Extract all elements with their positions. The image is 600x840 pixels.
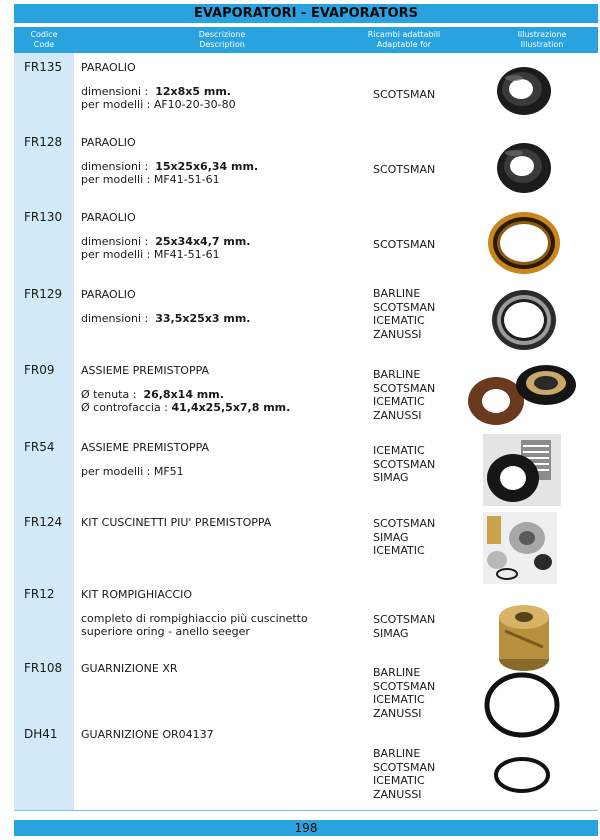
adaptable-list: ICEMATIC SCOTSMAN SIMAG — [373, 444, 436, 485]
header-illustration: Illustrazione Illustration — [517, 30, 567, 49]
adaptable-list: BARLINE SCOTSMAN ICEMATIC ZANUSSI — [373, 287, 436, 341]
table-row — [14, 727, 598, 807]
table-row — [14, 515, 598, 590]
product-description: PARAOLIO dimensioni : 33,5x25x3 mm. — [81, 288, 251, 325]
header-description: Descrizione Description — [198, 30, 246, 49]
product-code: FR12 — [24, 587, 55, 601]
adaptable-list: SCOTSMAN — [373, 238, 436, 251]
product-description: GUARNIZIONE OR04137 — [81, 728, 214, 741]
page-number: 198 — [14, 820, 598, 836]
header-code: Codice Code — [30, 30, 58, 49]
table-row — [14, 440, 598, 515]
bearing-kit-icon — [483, 512, 557, 584]
product-description: GUARNIZIONE XR — [81, 662, 178, 675]
product-code: FR135 — [24, 60, 63, 74]
mechanical-seal-icon — [466, 363, 580, 429]
table-row — [14, 363, 598, 438]
adaptable-list: SCOTSMAN — [373, 88, 436, 101]
adaptable-list: SCOTSMAN SIMAG — [373, 613, 436, 640]
oil-seal-icon — [494, 137, 554, 197]
table-row — [14, 587, 598, 662]
o-ring-small-icon — [492, 755, 552, 795]
product-code: FR130 — [24, 210, 63, 224]
table-header — [14, 27, 598, 53]
adaptable-list: BARLINE SCOTSMAN ICEMATIC ZANUSSI — [373, 747, 436, 801]
table-row — [14, 210, 598, 285]
product-description: KIT CUSCINETTI PIU' PREMISTOPPA — [81, 516, 272, 529]
product-description: ASSIEME PREMISTOPPA per modelli : MF51 — [81, 441, 210, 478]
product-description: PARAOLIO dimensioni : 25x34x4,7 mm. per modelli : MF41-51-61 — [81, 211, 251, 261]
oil-seal-metal-icon — [490, 287, 558, 353]
adaptable-list: SCOTSMAN — [373, 163, 436, 176]
product-code: FR129 — [24, 287, 63, 301]
product-code: FR124 — [24, 515, 63, 529]
adaptable-list: BARLINE SCOTSMAN ICEMATIC ZANUSSI — [373, 666, 436, 720]
table-row — [14, 661, 598, 731]
product-code: FR09 — [24, 363, 55, 377]
page-title: EVAPORATORI - EVAPORATORS — [14, 4, 598, 23]
table-row — [14, 60, 598, 130]
table-row — [14, 135, 598, 205]
adaptable-list: BARLINE SCOTSMAN ICEMATIC ZANUSSI — [373, 368, 436, 422]
product-code: FR128 — [24, 135, 63, 149]
header-adaptable: Ricambi adattabili Adaptable for — [367, 30, 441, 49]
oil-seal-icon — [494, 62, 554, 118]
table-row — [14, 287, 598, 362]
product-code: FR108 — [24, 661, 63, 675]
oil-seal-gold-icon — [486, 210, 562, 276]
product-description: PARAOLIO dimensioni : 15x25x6,34 mm. per modelli : MF41-51-61 — [81, 136, 259, 186]
product-description: PARAOLIO dimensioni : 12x8x5 mm. per modelli : AF10-20-30-80 — [81, 61, 236, 111]
product-code: FR54 — [24, 440, 55, 454]
adaptable-list: SCOTSMAN SIMAG ICEMATIC — [373, 517, 436, 558]
spring-seal-icon — [483, 434, 561, 506]
product-description: ASSIEME PREMISTOPPA Ø tenuta : 26,8x14 mm. Ø controfaccia : 41,4x25,5x7,8 mm. — [81, 364, 291, 414]
product-code: DH41 — [24, 727, 58, 741]
product-description: KIT ROMPIGHIACCIO completo di rompighiaccio più cuscinetto superiore oring - anello seeger — [81, 588, 308, 638]
divider — [14, 810, 598, 811]
